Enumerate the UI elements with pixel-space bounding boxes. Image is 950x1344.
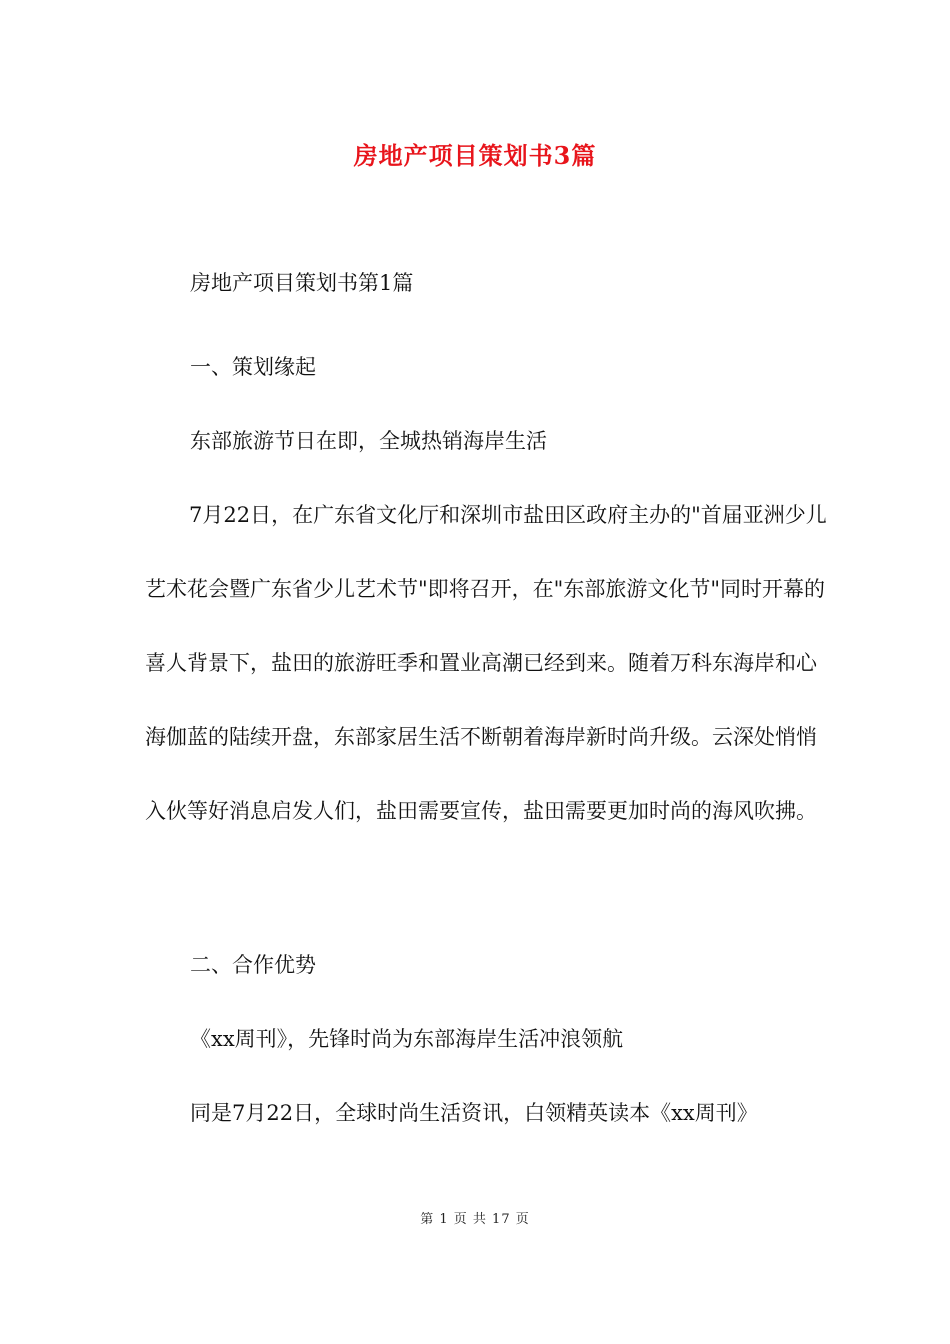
body-paragraph-same-day: 同是7月22日，全球时尚生活资讯，白领精英读本《xx周刊》 xyxy=(190,1101,758,1125)
section-heading-part1: 房地产项目策划书第1篇 xyxy=(190,271,414,295)
subheading-weekly: 《xx周刊》，先锋时尚为东部海岸生活冲浪领航 xyxy=(190,1027,624,1051)
heading-planning-origin: 一、策划缘起 xyxy=(190,355,316,379)
body-paragraph-july22: 7月22日，在广东省文化厅和深圳市盐田区政府主办的"首届亚洲少儿艺术花会暨广东省少儿艺术节"即将召开，在"东部旅游文化节"同时开幕的喜人背景下，盐田的旅游旺季和置业高潮已经到来。随着万科东海岸和心海伽蓝的陆续开盘，东部家居生活不断朝着海岸新时尚升级。云深处悄悄入伙等好消息启发人们，盐田需要宣传，盐田需要更加时尚的海风吹拂。 xyxy=(145,503,827,823)
heading-cooperation-advantage: 二、合作优势 xyxy=(190,953,316,977)
page-footer: 第 1 页 共 17 页 xyxy=(420,1212,530,1227)
subheading-east-tourism: 东部旅游节日在即，全城热销海岸生活 xyxy=(190,429,547,453)
document-title: 房地产项目策划书3篇 xyxy=(353,141,597,170)
